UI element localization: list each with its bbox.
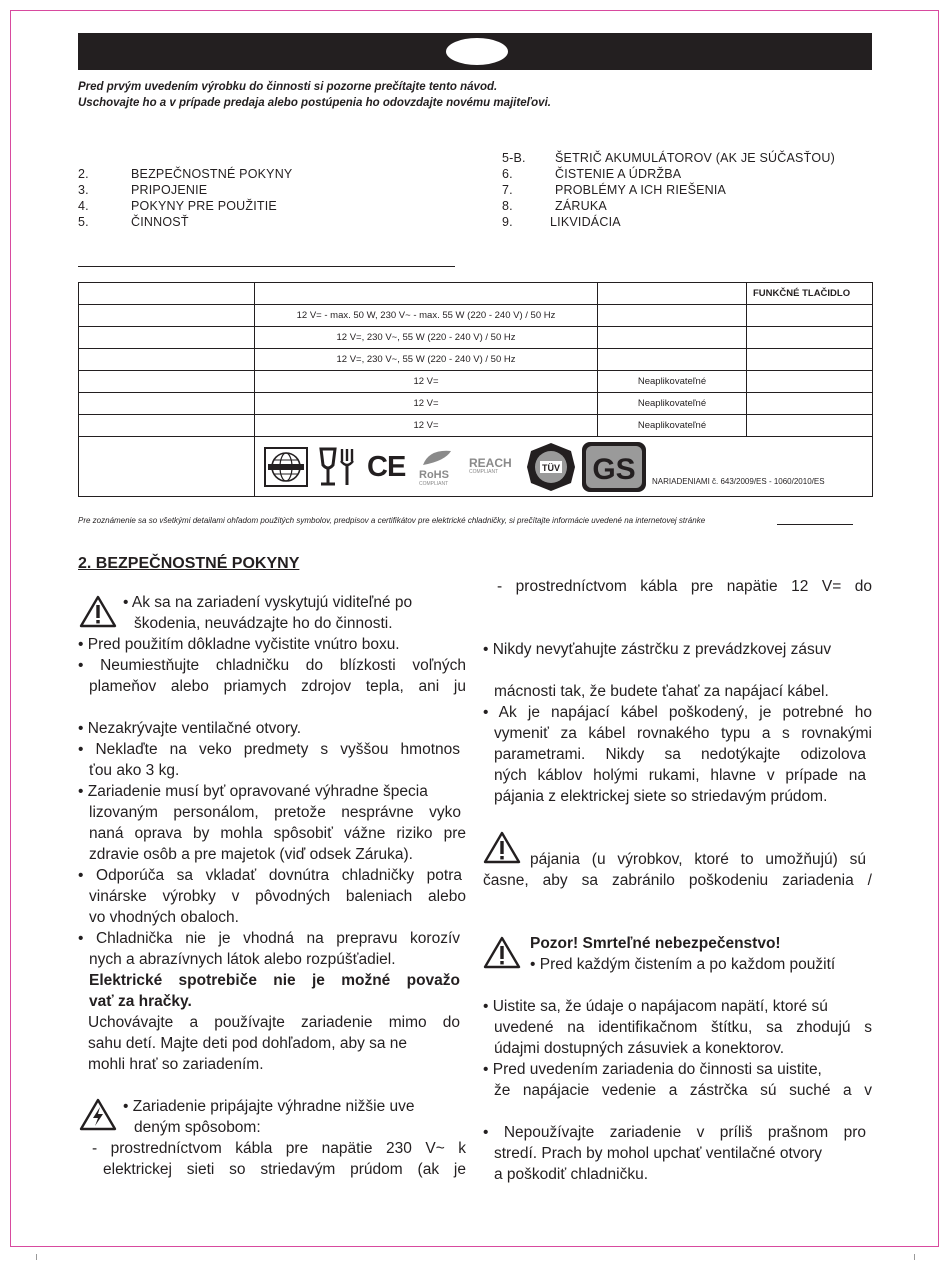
warning-icon xyxy=(483,936,521,969)
text-line: mácnosti tak, že budete ťahať za napájací kábel. xyxy=(494,683,829,700)
electric-hazard-icon xyxy=(79,1098,117,1131)
rohs-logo-icon: RoHS COMPLIANT xyxy=(419,447,459,487)
table-row xyxy=(79,437,873,497)
text-line: • Nezakrývajte ventilačné otvory. xyxy=(78,720,302,737)
section-rule xyxy=(78,266,455,267)
power-cell: 12 V= xyxy=(255,415,598,437)
text-line: časne, aby sa zabránilo poškodeniu zariadenia / xyxy=(483,872,872,889)
info-note: Pre zoznámenie sa so všetkými detailami ohľadom použitých symbolov, predpisov a certifikátov pre elektrické chladničky, si prečítajte informácie uvedené na internetovej stránke xyxy=(78,516,706,525)
table-row xyxy=(79,327,873,349)
text-line: • Neumiestňujte chladničku do blízkosti voľných xyxy=(78,657,466,674)
text-line: pájania (u výrobkov, ktoré to umožňujú) sú xyxy=(530,851,866,868)
text-line: vinárske výrobky v pôvodných baleniach alebo xyxy=(89,888,466,905)
text-line: Uchovávajte a používajte zariadenie mimo do xyxy=(88,1014,460,1031)
intro-line-2: Uschovajte ho a v prípade predaja alebo postúpenia ho odovzdajte novému majiteľovi. xyxy=(78,97,551,109)
power-cell: 12 V= xyxy=(255,371,598,393)
toc-item: 9. LIKVIDÁCIA xyxy=(502,215,621,229)
table-row xyxy=(79,371,873,393)
text-line: - prostredníctvom kábla pre napätie 12 V= do xyxy=(497,578,872,595)
text-line: • Zariadenie musí byť opravované výhradne špecia xyxy=(78,783,428,800)
text-line: zdravie osôb a pre majetok (viď odsek Záruka). xyxy=(89,846,413,863)
text-line: sahu detí. Majte deti pod dohľadom, aby sa ne xyxy=(88,1035,408,1052)
toc-item: 5-B. ŠETRIČ AKUMULÁTOROV (AK JE SÚČASŤOU) xyxy=(502,151,835,165)
intro-line-1: Pred prvým uvedením výrobku do činnosti si pozorne prečítajte tento návod. xyxy=(78,81,498,93)
table-row xyxy=(79,415,873,437)
text-line: a poškodiť chladničku. xyxy=(494,1166,649,1183)
text-line: • Pred každým čistením a po každom použití xyxy=(530,956,836,973)
na-cell xyxy=(598,327,747,349)
text-line: • Ak je napájací kábel poškodený, je potrebné ho xyxy=(483,704,872,721)
text-line: • Chladnička nie je vhodná na prepravu korozív xyxy=(78,930,460,947)
section-title: 2. BEZPEČNOSTNÉ POKYNY xyxy=(78,555,300,572)
toc-item: 2. BEZPEČNOSTNÉ POKYNY xyxy=(78,167,293,181)
text-line: mohli hrať so zariadením. xyxy=(88,1056,264,1073)
text-line: vať za hračky. xyxy=(89,993,192,1010)
text-line: • Nepoužívajte zariadenie v príliš prašnom pro xyxy=(483,1124,866,1141)
table-row xyxy=(79,393,873,415)
power-cell: 12 V= xyxy=(255,393,598,415)
text-line: deným spôsobom: xyxy=(134,1119,261,1136)
header-language-oval xyxy=(446,38,508,65)
na-cell: Neaplikovateľné xyxy=(598,415,747,437)
text-line: údajmi dostupných zásuviek a konektorov. xyxy=(494,1040,785,1057)
text-line: • Nikdy nevyťahujte zástrčku z prevádzkovej zásuv xyxy=(483,641,832,658)
crop-mark xyxy=(914,1254,915,1260)
function-button-header: FUNKČNÉ TLAČIDLO xyxy=(747,283,873,305)
globe-logo-icon xyxy=(264,447,308,487)
reach-logo-icon: REACH COMPLIANT xyxy=(469,456,512,475)
text-line: vymeniť za kábel rovnakého typu a s rovnakými xyxy=(494,725,872,742)
text-line: • Pred použitím dôkladne vyčistite vnútro boxu. xyxy=(78,636,400,653)
note-blank-line xyxy=(777,524,853,525)
svg-text:TÜV: TÜV xyxy=(542,463,560,473)
text-line: stredí. Prach by mohol upchať ventilačné otvory xyxy=(494,1145,823,1162)
text-line: • Zariadenie pripájajte výhradne nižšie uve xyxy=(123,1098,415,1115)
text-line: nych a abrazívnych látok alebo rozpúšťadiel. xyxy=(89,951,396,968)
text-line: uvedené na identifikačnom štítku, sa zhodujú s xyxy=(494,1019,872,1036)
gs-logo-icon xyxy=(581,441,647,493)
food-safe-icon xyxy=(317,445,357,489)
na-cell: Neaplikovateľné xyxy=(598,393,747,415)
text-line: Elektrické spotrebiče nie je možné považo xyxy=(89,972,460,989)
toc-item: 6. ČISTENIE A ÚDRŽBA xyxy=(502,167,682,181)
na-cell xyxy=(598,349,747,371)
text-line: pájania z elektrickej siete so striedavým prúdom. xyxy=(494,788,828,805)
toc-right xyxy=(502,151,862,237)
power-cell: 12 V= - max. 50 W, 230 V~ - max. 55 W (220 - 240 V) / 50 Hz xyxy=(255,305,598,327)
tuv-logo-icon xyxy=(525,441,577,493)
certification-cell xyxy=(255,437,873,497)
text-line: vo vhodných obaloch. xyxy=(89,909,239,926)
power-cell: 12 V=, 230 V~, 55 W (220 - 240 V) / 50 Hz xyxy=(255,349,598,371)
danger-heading: Pozor! Smrteľné nebezpečenstvo! xyxy=(530,935,781,952)
ce-mark-icon: CE xyxy=(367,451,406,483)
text-line: škodenia, neuvádzajte ho do činnosti. xyxy=(134,615,393,632)
warning-icon xyxy=(483,831,521,864)
text-line: parametrami. Nikdy sa nedotýkajte odizolova xyxy=(494,746,866,763)
toc-item: 7. PROBLÉMY A ICH RIEŠENIA xyxy=(502,183,727,197)
text-line: elektrickej sieti so striedavým prúdom (ak je xyxy=(103,1161,466,1178)
spec-table xyxy=(78,282,873,497)
svg-text:GS: GS xyxy=(592,453,636,486)
text-line: ťou ako 3 kg. xyxy=(89,762,180,779)
toc-item: 8. ZÁRUKA xyxy=(502,199,607,213)
table-row xyxy=(79,349,873,371)
power-cell: 12 V=, 230 V~, 55 W (220 - 240 V) / 50 Hz xyxy=(255,327,598,349)
text-line: • Odporúča sa vkladať dovnútra chladničky potra xyxy=(78,867,462,884)
text-line: ných káblov holými rukami, hlavne v prípade na xyxy=(494,767,866,784)
text-line: naná oprava by mohla spôsobiť vážne riziko pre xyxy=(89,825,466,842)
warning-icon xyxy=(79,595,117,628)
text-line: • Ak sa na zariadení vyskytujú viditeľné po xyxy=(123,594,413,611)
text-line: • Pred uvedením zariadenia do činnosti sa uistite, xyxy=(483,1061,822,1078)
crop-mark xyxy=(36,1254,37,1260)
table-row xyxy=(79,283,873,305)
text-line: že napájacie vedenie a zástrčka sú suché a v xyxy=(494,1082,872,1099)
text-line: • Uistite sa, že údaje o napájacom napätí, ktoré sú xyxy=(483,998,828,1015)
text-line: plameňov alebo priamych zdrojov tepla, ani ju xyxy=(89,678,466,695)
text-line: lizovaným personálom, pretože nesprávne vyko xyxy=(89,804,461,821)
na-cell xyxy=(598,305,747,327)
toc-item: 5. ČINNOSŤ xyxy=(78,215,189,229)
na-cell: Neaplikovateľné xyxy=(598,371,747,393)
text-line: - prostredníctvom kábla pre napätie 230 V~ k xyxy=(92,1140,466,1157)
toc-item: 3. PRIPOJENIE xyxy=(78,183,208,197)
toc-item: 4. POKYNY PRE POUŽITIE xyxy=(78,199,277,213)
toc-left xyxy=(78,167,398,237)
regulation-text: NARIADENIAMI č. 643/2009/ES - 1060/2010/ES xyxy=(652,477,825,486)
text-line: • Neklaďte na veko predmety s vyššou hmotnos xyxy=(78,741,460,758)
table-row xyxy=(79,305,873,327)
